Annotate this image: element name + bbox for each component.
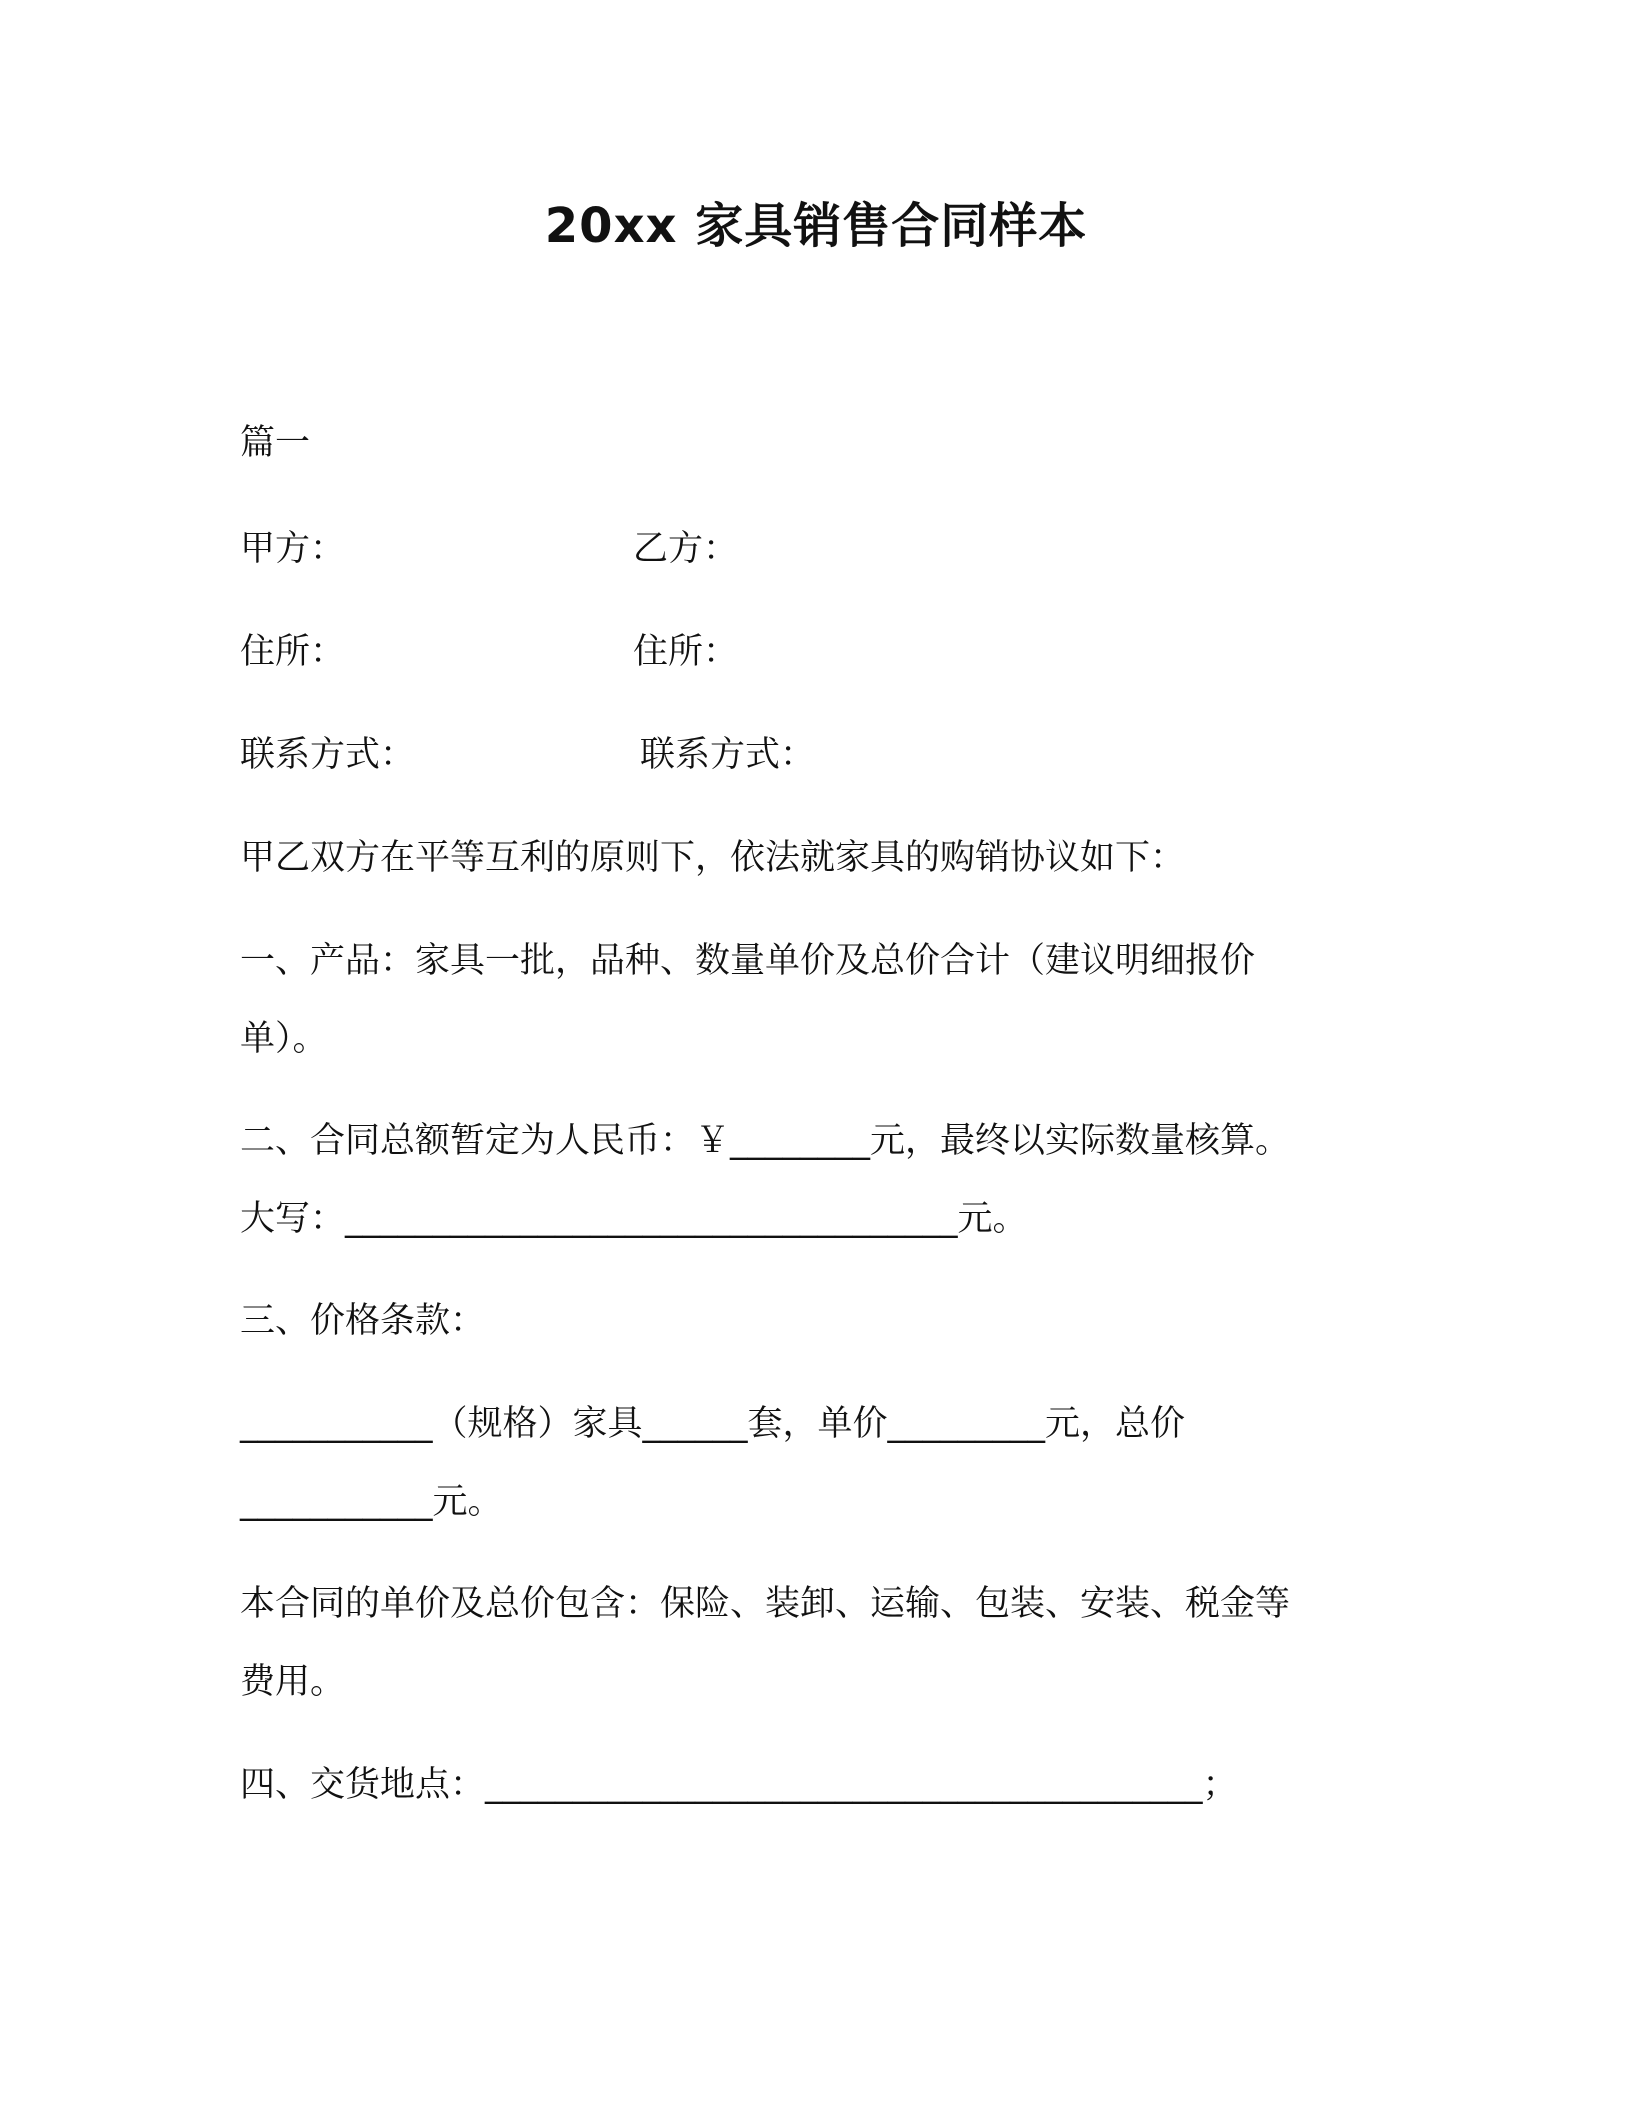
address-b-label: 住所： (633, 632, 739, 672)
contact-b-label: 联系方式： (640, 735, 816, 775)
clause4-delivery-location: 四、交货地点：_________________________________________； (240, 1765, 1238, 1805)
address-a-label: 住所： (240, 632, 346, 672)
clause2-line1: 二、合同总额暂定为人民币：￥________元，最终以实际数量核算。 (240, 1121, 1291, 1161)
clause3-note-line2: 费用。 (240, 1662, 346, 1702)
clause2-line2: 大写：___________________________________元。 (240, 1199, 1028, 1239)
clause1-line2: 单）。 (240, 1019, 328, 1059)
clause3-line2: ___________元。 (240, 1482, 503, 1522)
section-heading: 篇一 (240, 423, 311, 463)
clause3-line1: ___________（规格）家具______套，单价_________元，总价 (240, 1404, 1186, 1444)
intro-paragraph: 甲乙双方在平等互利的原则下，依法就家具的购销协议如下： (240, 838, 1186, 878)
clause3-note-line1: 本合同的单价及总价包含：保险、装卸、运输、包装、安装、税金等 (240, 1584, 1291, 1624)
clause1-line1: 一、产品：家具一批，品种、数量单价及总价合计（建议明细报价 (240, 941, 1256, 981)
party-b-label: 乙方： (633, 529, 739, 569)
contact-a-label: 联系方式： (240, 735, 416, 775)
clause3-heading: 三、价格条款： (240, 1301, 486, 1341)
document-title: 20xx 家具销售合同样本 (544, 198, 1088, 254)
party-a-label: 甲方： (240, 529, 346, 569)
